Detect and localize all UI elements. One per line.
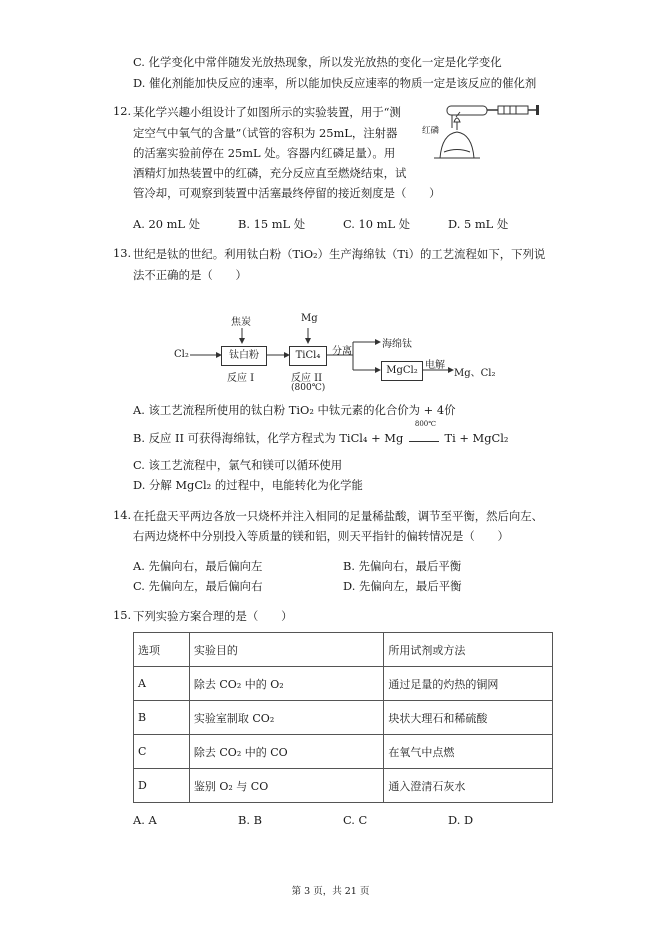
table-row — [134, 667, 553, 701]
q13-option-b-text: B. 反应 II 可获得海绵钛，化学方程式为 TiCl₄ + Mg — [133, 431, 404, 445]
q12-line-4: 酒精灯加热装置中的红磷，充分反应直至燃烧结束，试 — [133, 166, 407, 180]
q15-stem: 下列实验方案合理的是（ ） — [133, 609, 293, 623]
q13-flow-diagram — [170, 312, 500, 402]
q13-reaction-condition — [409, 420, 439, 442]
flow-cl2: Cl₂ — [174, 349, 189, 360]
flow-box-ticl4: TiCl₄ — [289, 346, 327, 366]
flow-products: Mg、Cl₂ — [454, 368, 496, 379]
q13-option-b — [133, 420, 509, 446]
flow-electrolysis: 电解 — [425, 360, 445, 371]
q15-option-b: B. B — [238, 813, 262, 827]
table-cell: 通入澄清石灰水 — [384, 769, 553, 803]
flow-box-tio2: 钛白粉 — [221, 346, 267, 366]
table-cell: B — [134, 701, 190, 735]
q13-number: 13. — [113, 246, 132, 260]
q12-red-phosphorus-label: 红磷 — [422, 126, 440, 136]
table-row — [134, 701, 553, 735]
q12-line-3: 的活塞实验前停在 25mL 处。容器内红磷足量）。用 — [133, 146, 396, 160]
table-cell: 鉴别 O₂ 与 CO — [189, 769, 384, 803]
q13-option-a: A. 该工艺流程所使用的钛白粉 TiO₂ 中钛元素的化合价为 + 4价 — [133, 403, 456, 417]
q12-option-a: A. 20 mL 处 — [133, 217, 200, 231]
table-cell: A — [134, 667, 190, 701]
q13-line-2: 法不正确的是（ ） — [133, 268, 247, 282]
q14-option-c: C. 先偏向左，最后偏向右 — [133, 579, 263, 593]
q14-line-1: 在托盘天平两边各放一只烧杯并注入相同的足量稀盐酸，调节至平衡，然后向左、 — [133, 509, 544, 523]
q15-table — [133, 632, 553, 803]
q15-number: 15. — [113, 608, 132, 622]
flow-coke: 焦炭 — [231, 317, 251, 328]
q15-option-d: D. D — [448, 813, 474, 827]
table-cell: 在氧气中点燃 — [384, 735, 553, 769]
table-cell: 除去 CO₂ 中的 CO — [189, 735, 384, 769]
page-footer: 第 3 页，共 21 页 — [291, 886, 370, 897]
table-header-cell: 实验目的 — [189, 633, 384, 667]
q14-option-b: B. 先偏向右，最后平衡 — [343, 559, 462, 573]
q14-line-2: 右两边烧杯中分别投入等质量的镁和铝，则天平指针的偏转情况是（ ） — [133, 529, 509, 543]
table-header-cell: 选项 — [134, 633, 190, 667]
q13-option-d: D. 分解 MgCl₂ 的过程中，电能转化为化学能 — [133, 478, 363, 492]
q13-line-1: 世纪是钛的世纪。利用钛白粉（TiO₂）生产海绵钛（Ti）的工艺流程如下，下列说 — [133, 247, 546, 261]
q11-option-c: C. 化学变化中常伴随发光放热现象，所以发光放热的变化一定是化学变化 — [133, 55, 502, 69]
flow-box-mgcl2: MgCl₂ — [381, 361, 423, 381]
q12-number: 12. — [113, 104, 132, 118]
table-row — [134, 735, 553, 769]
table-cell: C — [134, 735, 190, 769]
q14-option-d: D. 先偏向左，最后平衡 — [343, 579, 462, 593]
q15-option-c: C. C — [343, 813, 368, 827]
flow-temperature: (800℃) — [291, 383, 326, 393]
q13-option-c: C. 该工艺流程中，氯气和镁可以循环使用 — [133, 458, 343, 472]
table-row — [134, 769, 553, 803]
q12-line-5: 管冷却，可观察到装置中活塞最终停留的接近刻度是（ ） — [133, 186, 441, 200]
q14-number: 14. — [113, 508, 132, 522]
table-header-cell: 所用试剂或方法 — [384, 633, 553, 667]
flow-mg: Mg — [301, 313, 318, 324]
flow-separate: 分离 — [332, 346, 352, 357]
table-cell: D — [134, 769, 190, 803]
q12-option-d: D. 5 mL 处 — [448, 217, 509, 231]
q12-line-2: 定空气中氧气的含量”（试管的容积为 25mL，注射器 — [133, 126, 398, 140]
q12-line-1: 某化学兴趣小组设计了如图所示的实验装置，用于“测 — [133, 105, 401, 119]
table-cell: 通过足量的灼热的铜网 — [384, 667, 553, 701]
q12-option-b: B. 15 mL 处 — [238, 217, 306, 231]
flow-sponge-ti: 海绵钛 — [382, 339, 412, 350]
q13-condition-temp: 800℃ — [414, 420, 437, 428]
q11-option-d: D. 催化剂能加快反应的速率，所以能加快反应速率的物质一定是该反应的催化剂 — [133, 76, 537, 90]
table-cell: 除去 CO₂ 中的 O₂ — [189, 667, 384, 701]
table-header-row — [134, 633, 553, 667]
q14-option-a: A. 先偏向右，最后偏向左 — [133, 559, 263, 573]
q12-option-c: C. 10 mL 处 — [343, 217, 411, 231]
flow-reaction-2: 反应 II — [291, 373, 323, 384]
table-cell: 块状大理石和稀硫酸 — [384, 701, 553, 735]
q13-option-b-products: Ti + MgCl₂ — [444, 431, 509, 445]
q15-option-a: A. A — [133, 813, 157, 827]
flow-reaction-1: 反应 I — [227, 373, 255, 384]
table-cell: 实验室制取 CO₂ — [189, 701, 384, 735]
